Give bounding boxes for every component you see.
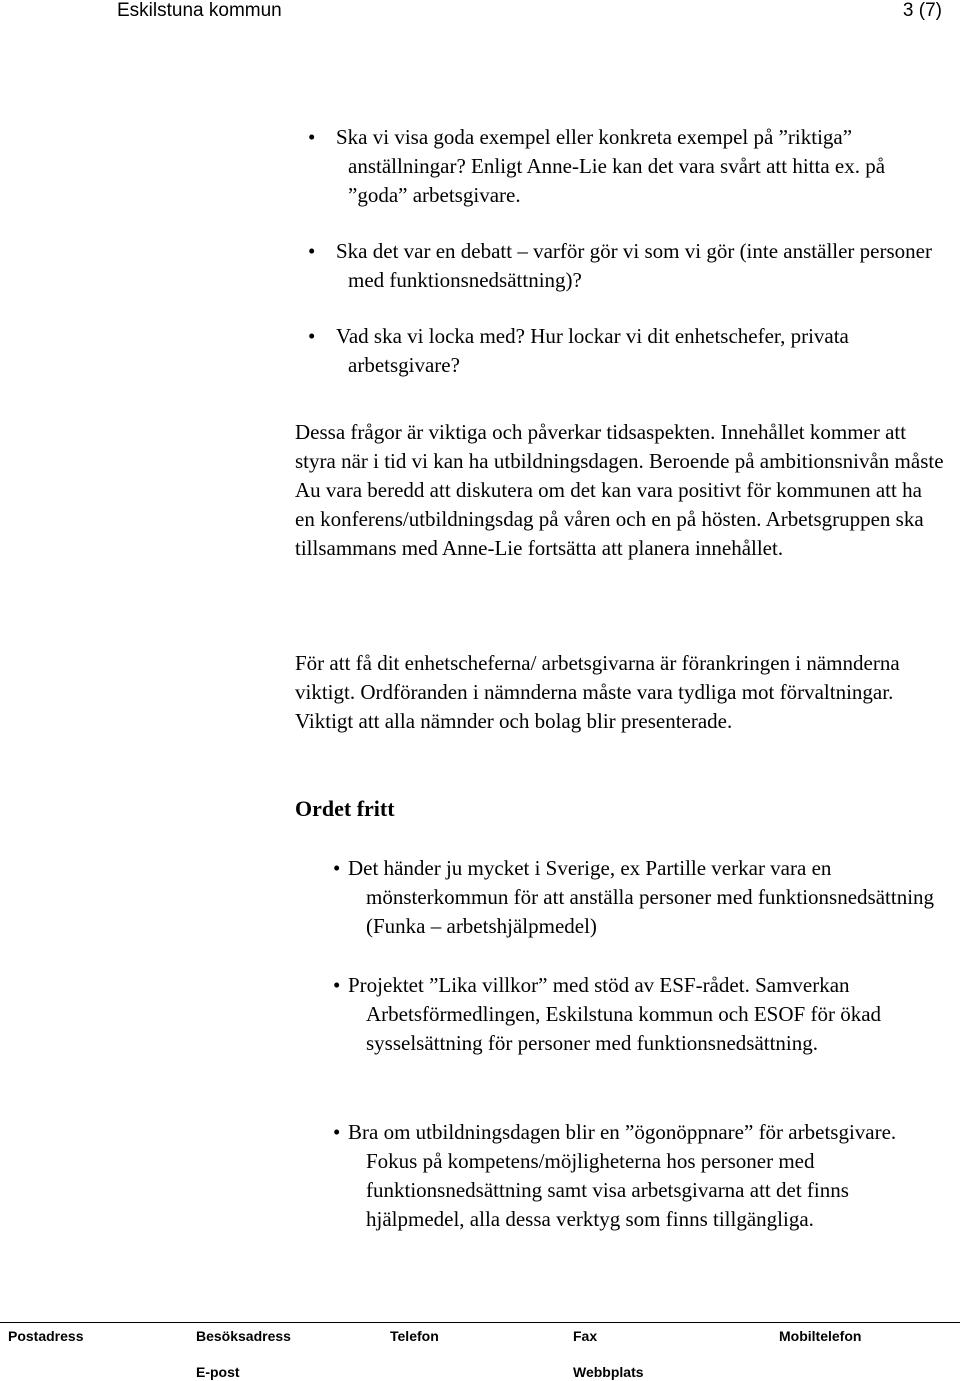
bullet-icon: • — [308, 125, 316, 149]
organization-name: Eskilstuna kommun — [117, 0, 282, 21]
footer-postadress-label: Postadress — [8, 1328, 84, 1344]
bullet-icon: • — [333, 856, 341, 880]
paragraph: Dessa frågor är viktiga och påverkar tidsaspekten. Innehållet kommer att styra när i tid vi kan ha utbildningsdagen. Beroende på ambitionsnivån måste Au vara beredd att diskutera om det kan vara positivt för kommunen att ha en konferens/utbildningsdag på våren och en på hösten. Arbetsgruppen ska tillsammans med Anne-Lie fortsätta att planera innehållet. — [295, 420, 944, 560]
discussion-item — [334, 1118, 944, 1234]
list-item-text: Ska vi visa goda exempel eller konkreta exempel på ”riktiga” anställningar? Enligt Anne-Lie kan det vara svårt att hitta ex. på ”goda” arbetsgivare. — [336, 125, 886, 207]
list-item — [334, 1118, 944, 1234]
footer-divider — [0, 1322, 960, 1323]
footer-telefon-label: Telefon — [390, 1328, 439, 1344]
section-heading: Ordet fritt — [295, 796, 395, 821]
bullet-icon: • — [333, 1120, 341, 1144]
question-list — [308, 123, 942, 380]
list-item — [308, 322, 942, 380]
list-item — [334, 971, 944, 1058]
list-item — [334, 854, 944, 941]
footer-epost-label: E-post — [196, 1364, 240, 1380]
list-item-text: Vad ska vi locka med? Hur lockar vi dit enhetschefer, privata arbetsgivare? — [336, 324, 849, 377]
list-item-text: Det händer ju mycket i Sverige, ex Partille verkar vara en mönsterkommun för att anställa personer med funktionsnedsättning (Funka – arbetshjälpmedel) — [348, 856, 935, 938]
list-item-text: Bra om utbildningsdagen blir en ”ögonöppnare” för arbetsgivare. Fokus på kompetens/möjligheterna hos personer med funktionsnedsättning samt visa arbetsgivarna att det finns hjälpmedel, alla dessa verktyg som finns tillgängliga. — [348, 1120, 897, 1231]
list-item — [308, 237, 942, 295]
list-item-text: Ska det var en debatt – varför gör vi som vi gör (inte anställer personer med funktionsnedsättning)? — [336, 239, 932, 292]
bullet-icon: • — [333, 973, 341, 997]
bullet-icon: • — [308, 239, 316, 263]
list-item — [308, 123, 942, 210]
discussion-item — [334, 971, 944, 1058]
footer-besoksadress-label: Besöksadress — [196, 1328, 291, 1344]
footer-mobiltelefon-label: Mobiltelefon — [779, 1328, 862, 1344]
footer-webbplats-label: Webbplats — [573, 1364, 644, 1380]
discussion-item — [334, 854, 944, 941]
paragraph: För att få dit enhetscheferna/ arbetsgivarna är förankringen i nämnderna viktigt. Ordföranden i nämnderna måste vara tydliga mot förvaltningar. Viktigt att alla nämnder och bolag blir presenterade. — [295, 651, 900, 733]
bullet-icon: • — [308, 324, 316, 348]
page-number: 3 (7) — [902, 0, 942, 21]
footer-fax-label: Fax — [573, 1328, 598, 1344]
list-item-text: Projektet ”Lika villkor” med stöd av ESF-rådet. Samverkan Arbetsförmedlingen, Eskilstuna kommun och ESOF för ökad sysselsättning för personer med funktionsnedsättning. — [348, 973, 882, 1055]
